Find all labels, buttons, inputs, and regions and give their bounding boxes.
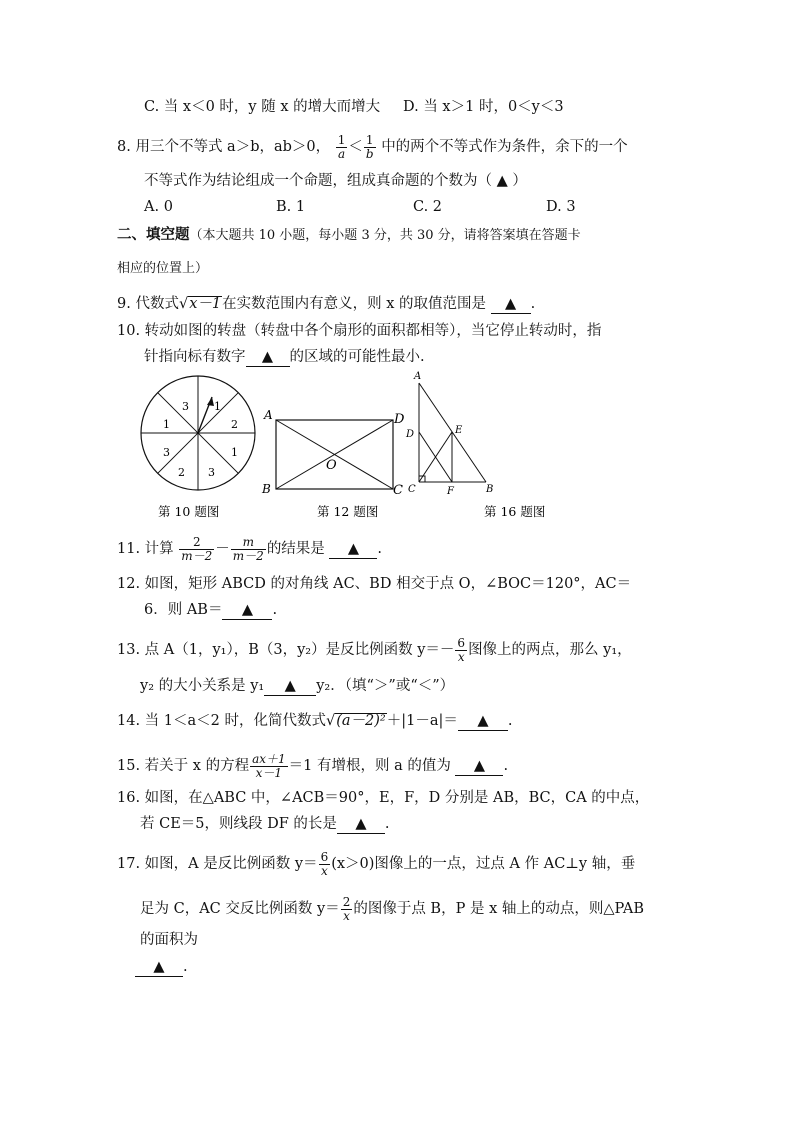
- answer-blank: ▲: [458, 714, 508, 731]
- q15: [117, 753, 508, 779]
- question-number: 10.: [117, 323, 141, 339]
- q11-post: 的结果是: [266, 541, 325, 558]
- spinner-figure: [141, 376, 255, 490]
- q13-line2-pre: y₂ 的大小关系是 y₁: [140, 678, 265, 694]
- answer-blank: ▲: [455, 759, 503, 776]
- q17-line1: [117, 851, 635, 877]
- q9-pre: 代数式: [135, 296, 179, 312]
- sqrt-radicand: x－1: [189, 296, 222, 312]
- q13-line2-post: y₂．（填“＞”或“＜”）: [316, 678, 455, 694]
- figure-caption: 第 12 题图: [317, 504, 379, 519]
- period: .: [530, 296, 536, 312]
- period: .: [183, 959, 188, 975]
- sqrt-radicand: (a－2)²: [336, 713, 386, 729]
- q11: [117, 536, 382, 562]
- q17-post: (x＞0)图像上的一点，过点 A 作 AC⊥y 轴，垂: [331, 856, 636, 873]
- q9-post: 在实数范围内有意义，则 x 的取值范围是: [222, 296, 487, 312]
- denominator: x: [343, 908, 350, 923]
- denominator: x: [457, 649, 465, 664]
- period: .: [503, 758, 509, 775]
- numerator: 6: [320, 850, 329, 864]
- question-number: 15.: [117, 758, 141, 775]
- point-label: A: [264, 408, 273, 422]
- q12-line2: [144, 603, 277, 620]
- minus-sign: －: [215, 541, 230, 558]
- q8-option-a: A. 0: [144, 199, 173, 215]
- q13-line2: [140, 679, 454, 696]
- q16-line1: [117, 791, 649, 806]
- question-number: 12.: [117, 576, 141, 592]
- q8-stem-a: 用三个不等式 a＞b，ab＞0，: [135, 139, 331, 156]
- q12-line1: [117, 577, 631, 592]
- point-label: B: [486, 484, 494, 495]
- question-number: 9.: [117, 296, 131, 312]
- spinner-number: 1: [214, 400, 221, 413]
- q16-text: 如图，在△ABC 中，∠ACB＝90°，E，F，D 分别是 AB，BC，CA 的中点，: [144, 790, 650, 806]
- period: .: [507, 713, 513, 729]
- point-label: C: [408, 484, 416, 495]
- denominator: x－1: [255, 765, 283, 780]
- question-number: 14.: [117, 713, 141, 729]
- point-label: C: [393, 483, 403, 498]
- q9: 9. 代数式√x－1在实数范围内有意义，则 x 的取值范围是 ▲ .: [117, 296, 536, 312]
- section-title: 二、填空题: [117, 227, 190, 243]
- q16-line2-pre: 若 CE＝5，则线段 DF 的长是: [140, 816, 337, 832]
- point-label: O: [326, 458, 337, 473]
- fraction: [250, 753, 288, 779]
- numerator: 2: [179, 536, 214, 550]
- answer-blank: ▲: [222, 603, 272, 620]
- q8-line2: 不等式作为结论组成一个命题，组成真命题的个数为（ ▲ ）: [144, 173, 527, 189]
- spinner-number: 2: [231, 418, 238, 431]
- point-label: B: [262, 482, 271, 496]
- answer-blank: ▲: [337, 817, 385, 834]
- period: .: [272, 602, 278, 618]
- q12-text: 如图，矩形 ABCD 的对角线 AC、BD 相交于点 O，∠BOC＝120°，AC＝: [144, 576, 632, 592]
- rectangle-figure: [261, 408, 405, 498]
- figures-row: [130, 365, 570, 525]
- period: .: [384, 816, 390, 832]
- q10-line1: [117, 324, 601, 339]
- question-number: 11.: [117, 541, 141, 558]
- answer-blank: ▲: [135, 960, 183, 977]
- point-label: F: [447, 486, 454, 497]
- question-number: 17.: [117, 856, 141, 873]
- numerator: ax＋1: [252, 752, 286, 766]
- fraction: [319, 851, 331, 877]
- answer-blank: ▲: [264, 679, 316, 696]
- q10-line2-pre: 针指向标有数字: [144, 349, 246, 365]
- q12-line2-pre: 6．则 AB＝: [144, 602, 223, 618]
- fraction-1-over-b: $\frac{1}{b}$: [365, 133, 374, 161]
- q14-pre: 当 1＜a＜2 时，化简代数式: [144, 713, 326, 729]
- fraction: [455, 637, 467, 663]
- question-number: 16.: [117, 790, 141, 806]
- fraction: [231, 536, 266, 562]
- q11-pre: 计算: [144, 541, 174, 558]
- q17-line2-pre: 足为 C，AC 交反比例函数 y＝: [140, 901, 340, 918]
- section-heading: [117, 228, 581, 243]
- q17-pre: 如图，A 是反比例函数 y＝: [144, 856, 318, 873]
- spinner-number: 1: [231, 446, 238, 459]
- q17-answer-line: [135, 960, 188, 977]
- q17-line3: 的面积为: [140, 932, 198, 948]
- q13-line1: [117, 637, 632, 663]
- point-label: A: [414, 371, 422, 382]
- q16-line2: [140, 817, 390, 834]
- fraction: [341, 896, 353, 922]
- spinner-number: 2: [178, 466, 185, 479]
- fraction-1-over-a: $\frac{1}{a}$: [337, 133, 346, 161]
- q8-option-c: C. 2: [413, 199, 443, 215]
- question-number: 8.: [117, 139, 131, 156]
- figure-caption: 第 16 题图: [484, 504, 546, 519]
- section-note: （本大题共 10 小题，每小题 3 分，共 30 分，请将答案填在答题卡: [189, 228, 581, 243]
- spinner-number: 3: [163, 446, 170, 459]
- q7-option-c: C. 当 x＜0 时，y 随 x 的增大而增大: [144, 99, 381, 115]
- q8-option-d: D. 3: [546, 199, 576, 215]
- q7-option-d: D. 当 x＞1 时，0＜y＜3: [403, 99, 564, 115]
- q17-line2-post: 的图像于点 B，P 是 x 轴上的动点，则△PAB: [353, 901, 645, 918]
- numerator: 6: [457, 636, 466, 650]
- q13-post: 图像上的两点，那么 y₁，: [468, 642, 632, 659]
- answer-blank: ▲: [329, 542, 377, 559]
- section-note-2: 相应的位置上）: [117, 261, 209, 276]
- period: .: [377, 541, 383, 558]
- q15-pre: 若关于 x 的方程: [144, 758, 250, 775]
- numerator: 2: [342, 895, 351, 909]
- point-label: E: [455, 425, 463, 436]
- q10-text: 转动如图的转盘（转盘中各个扇形的面积都相等），当它停止转动时，指: [144, 323, 602, 339]
- spinner-number: 3: [182, 400, 189, 413]
- triangle-figure: [405, 371, 493, 497]
- q8-option-b: B. 1: [276, 199, 306, 215]
- q8-stem-b: 中的两个不等式作为条件，余下的一个: [381, 139, 628, 156]
- spinner-number: 1: [163, 418, 170, 431]
- q15-post: ＝1 有增根，则 a 的值为: [288, 758, 451, 775]
- numerator: m: [231, 536, 266, 550]
- fraction: [179, 536, 214, 562]
- point-label: D: [406, 429, 415, 440]
- point-label: D: [394, 412, 405, 427]
- q8-stem: 8. 用三个不等式 a＞b，ab＞0， $\frac{1}{a}$ ＜ $\frac{1}{b}$ 中的两个不等式作为条件，余下的一个: [117, 133, 628, 161]
- q14-mid: ＋|1－a|＝: [386, 713, 458, 729]
- q17-line2: [140, 896, 644, 922]
- denominator: m－2: [232, 548, 264, 563]
- q10-line2-post: 的区域的可能性最小.: [289, 349, 425, 365]
- figure-caption: 第 10 题图: [158, 504, 220, 519]
- answer-blank: ▲: [491, 297, 531, 314]
- q13-pre: 点 A（1，y₁），B（3，y₂）是反比例函数 y＝－: [144, 642, 455, 659]
- denominator: m－2: [181, 548, 213, 563]
- q14: 14. 当 1＜a＜2 时，化简代数式√(a－2)²＋|1－a|＝ ▲ .: [117, 713, 513, 729]
- question-number: 13.: [117, 642, 141, 659]
- answer-blank: ▲: [246, 350, 290, 367]
- spinner-number: 3: [208, 466, 215, 479]
- denominator: x: [320, 863, 328, 878]
